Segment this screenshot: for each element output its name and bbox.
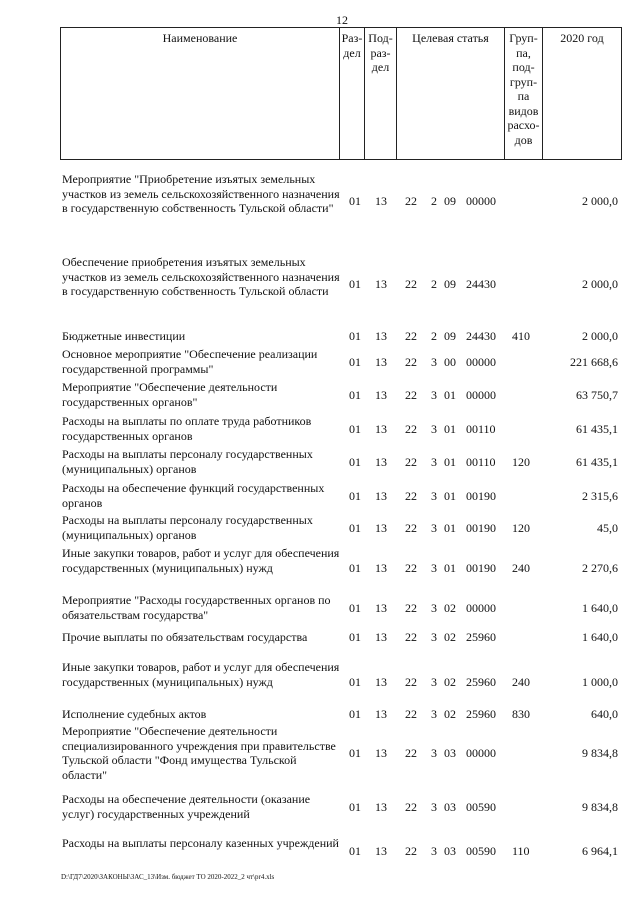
row-razdel: 01	[349, 675, 361, 689]
header-group: Груп- па, под- груп- па видов расхо- дов	[505, 28, 543, 159]
row-c1: 22	[405, 746, 417, 760]
row-c4: 00000	[466, 388, 496, 402]
row-c4: 24430	[466, 277, 496, 291]
row-c4: 00000	[466, 746, 496, 760]
row-c2: 3	[431, 630, 437, 644]
row-c1: 22	[405, 675, 417, 689]
row-c3: 01	[444, 422, 456, 436]
row-c3: 09	[444, 329, 456, 343]
row-name: Расходы на обеспечение деятельности (оказание услуг) государственных учреждений	[62, 792, 311, 821]
row-group: 410	[512, 329, 530, 343]
row-group: 120	[512, 455, 530, 469]
row-c2: 3	[431, 800, 437, 814]
row-amount: 63 750,7	[576, 388, 618, 402]
row-c4: 25960	[466, 675, 496, 689]
row-c1: 22	[405, 194, 417, 208]
row-c4: 24430	[466, 329, 496, 343]
row-c4: 00000	[466, 194, 496, 208]
row-c3: 09	[444, 194, 456, 208]
row-razdel: 01	[349, 277, 361, 291]
row-amount: 61 435,1	[576, 455, 618, 469]
file-path-footer: D:\ГД7\2020\ЗАКОНЫ\ЗАС_13\Изм. бюджет ТО 2020-2022_2 чт\pr4.xls	[61, 873, 275, 881]
row-podrazdel: 13	[375, 194, 387, 208]
row-c4: 00190	[466, 561, 496, 575]
row-razdel: 01	[349, 388, 361, 402]
row-c4: 00590	[466, 800, 496, 814]
row-name: Обеспечение приобретения изъятых земельных участков из земель сельскохозяйственного назначения в государственную собственность Тульской области	[62, 255, 340, 298]
row-amount: 221 668,6	[570, 355, 618, 369]
row-amount: 1 640,0	[582, 630, 618, 644]
page-number: 12	[336, 13, 348, 27]
row-amount: 2 000,0	[582, 277, 618, 291]
row-razdel: 01	[349, 355, 361, 369]
row-podrazdel: 13	[375, 355, 387, 369]
row-c2: 3	[431, 489, 437, 503]
row-name: Прочие выплаты по обязательствам государства	[62, 630, 308, 644]
row-name: Расходы на выплаты персоналу государственных (муниципальных) органов	[62, 513, 313, 542]
row-podrazdel: 13	[375, 601, 387, 615]
row-amount: 1 000,0	[582, 675, 618, 689]
row-amount: 61 435,1	[576, 422, 618, 436]
row-c3: 01	[444, 561, 456, 575]
row-name: Расходы на выплаты персоналу государственных (муниципальных) органов	[62, 447, 313, 476]
row-name: Иные закупки товаров, работ и услуг для обеспечения государственных (муниципальных) нужд	[62, 546, 340, 575]
row-razdel: 01	[349, 455, 361, 469]
row-razdel: 01	[349, 561, 361, 575]
row-c3: 09	[444, 277, 456, 291]
row-c1: 22	[405, 561, 417, 575]
row-c1: 22	[405, 800, 417, 814]
row-razdel: 01	[349, 630, 361, 644]
row-c4: 00110	[466, 455, 496, 469]
row-c1: 22	[405, 489, 417, 503]
row-amount: 1 640,0	[582, 601, 618, 615]
row-c2: 3	[431, 601, 437, 615]
table-header	[60, 27, 622, 160]
row-razdel: 01	[349, 329, 361, 343]
row-razdel: 01	[349, 194, 361, 208]
row-name: Мероприятие "Обеспечение деятельности специализированного учреждения при правительстве Тульской области "Фонд имущества Тульской области"	[62, 724, 336, 782]
row-name: Расходы на обеспечение функций государственных органов	[62, 481, 325, 510]
row-amount: 2 000,0	[582, 194, 618, 208]
row-podrazdel: 13	[375, 844, 387, 858]
row-podrazdel: 13	[375, 561, 387, 575]
row-amount: 2 270,6	[582, 561, 618, 575]
row-name: Расходы на выплаты персоналу казенных учреждений	[62, 836, 339, 850]
row-razdel: 01	[349, 422, 361, 436]
row-c3: 01	[444, 521, 456, 535]
row-c4: 00110	[466, 422, 496, 436]
row-razdel: 01	[349, 521, 361, 535]
row-c3: 00	[444, 355, 456, 369]
row-c3: 03	[444, 800, 456, 814]
row-razdel: 01	[349, 844, 361, 858]
row-c2: 3	[431, 355, 437, 369]
row-c4: 25960	[466, 707, 496, 721]
header-razdel: Раз- дел	[340, 28, 365, 159]
row-name: Мероприятие "Приобретение изъятых земельных участков из земель сельскохозяйственного назначения в государственную собственность Тульской области"	[62, 172, 340, 215]
row-c3: 02	[444, 601, 456, 615]
row-c4: 00000	[466, 601, 496, 615]
row-podrazdel: 13	[375, 521, 387, 535]
row-c1: 22	[405, 455, 417, 469]
row-group: 240	[512, 675, 530, 689]
header-name: Наименование	[61, 28, 340, 159]
row-c4: 00590	[466, 844, 496, 858]
row-c4: 25960	[466, 630, 496, 644]
row-podrazdel: 13	[375, 746, 387, 760]
row-amount: 2 000,0	[582, 329, 618, 343]
row-c1: 22	[405, 630, 417, 644]
row-group: 110	[512, 844, 530, 858]
row-name: Иные закупки товаров, работ и услуг для обеспечения государственных (муниципальных) нужд	[62, 660, 340, 689]
row-name: Мероприятие "Обеспечение деятельности государственных органов"	[62, 380, 278, 409]
row-amount: 2 315,6	[582, 489, 618, 503]
row-group: 240	[512, 561, 530, 575]
row-podrazdel: 13	[375, 422, 387, 436]
row-c2: 3	[431, 455, 437, 469]
row-c2: 3	[431, 707, 437, 721]
row-c3: 01	[444, 388, 456, 402]
row-c1: 22	[405, 707, 417, 721]
row-podrazdel: 13	[375, 455, 387, 469]
row-c3: 03	[444, 844, 456, 858]
row-podrazdel: 13	[375, 707, 387, 721]
row-c1: 22	[405, 388, 417, 402]
row-name: Бюджетные инвестиции	[62, 329, 186, 343]
row-c1: 22	[405, 355, 417, 369]
row-c4: 00000	[466, 355, 496, 369]
row-podrazdel: 13	[375, 675, 387, 689]
row-name: Основное мероприятие "Обеспечение реализации государственной программы"	[62, 347, 318, 376]
row-c3: 03	[444, 746, 456, 760]
row-name: Мероприятие "Расходы государственных органов по обязательствам государства"	[62, 593, 331, 622]
row-c2: 3	[431, 746, 437, 760]
row-c1: 22	[405, 422, 417, 436]
row-amount: 6 964,1	[582, 844, 618, 858]
row-podrazdel: 13	[375, 489, 387, 503]
row-razdel: 01	[349, 746, 361, 760]
row-c3: 02	[444, 630, 456, 644]
row-c1: 22	[405, 521, 417, 535]
row-group: 120	[512, 521, 530, 535]
row-c2: 3	[431, 675, 437, 689]
row-c2: 2	[431, 277, 437, 291]
row-name: Расходы на выплаты по оплате труда работников государственных органов	[62, 414, 312, 443]
row-podrazdel: 13	[375, 630, 387, 644]
row-razdel: 01	[349, 707, 361, 721]
row-podrazdel: 13	[375, 329, 387, 343]
row-razdel: 01	[349, 601, 361, 615]
row-c3: 02	[444, 675, 456, 689]
row-c4: 00190	[466, 521, 496, 535]
row-razdel: 01	[349, 800, 361, 814]
row-c2: 3	[431, 521, 437, 535]
row-c1: 22	[405, 844, 417, 858]
row-amount: 9 834,8	[582, 800, 618, 814]
row-c3: 02	[444, 707, 456, 721]
row-name: Исполнение судебных актов	[62, 707, 207, 721]
row-amount: 45,0	[597, 521, 618, 535]
row-amount: 9 834,8	[582, 746, 618, 760]
header-podrazdel: Под- раз- дел	[365, 28, 397, 159]
header-target: Целевая статья	[397, 28, 505, 159]
row-c1: 22	[405, 329, 417, 343]
row-c4: 00190	[466, 489, 496, 503]
row-c2: 2	[431, 194, 437, 208]
row-c2: 3	[431, 844, 437, 858]
row-podrazdel: 13	[375, 388, 387, 402]
row-c2: 3	[431, 388, 437, 402]
row-c1: 22	[405, 277, 417, 291]
row-amount: 640,0	[591, 707, 618, 721]
row-c2: 3	[431, 422, 437, 436]
row-group: 830	[512, 707, 530, 721]
row-c1: 22	[405, 601, 417, 615]
row-c3: 01	[444, 489, 456, 503]
row-podrazdel: 13	[375, 800, 387, 814]
row-razdel: 01	[349, 489, 361, 503]
header-year: 2020 год	[560, 31, 604, 45]
row-c3: 01	[444, 455, 456, 469]
row-podrazdel: 13	[375, 277, 387, 291]
row-c2: 3	[431, 561, 437, 575]
row-c2: 2	[431, 329, 437, 343]
